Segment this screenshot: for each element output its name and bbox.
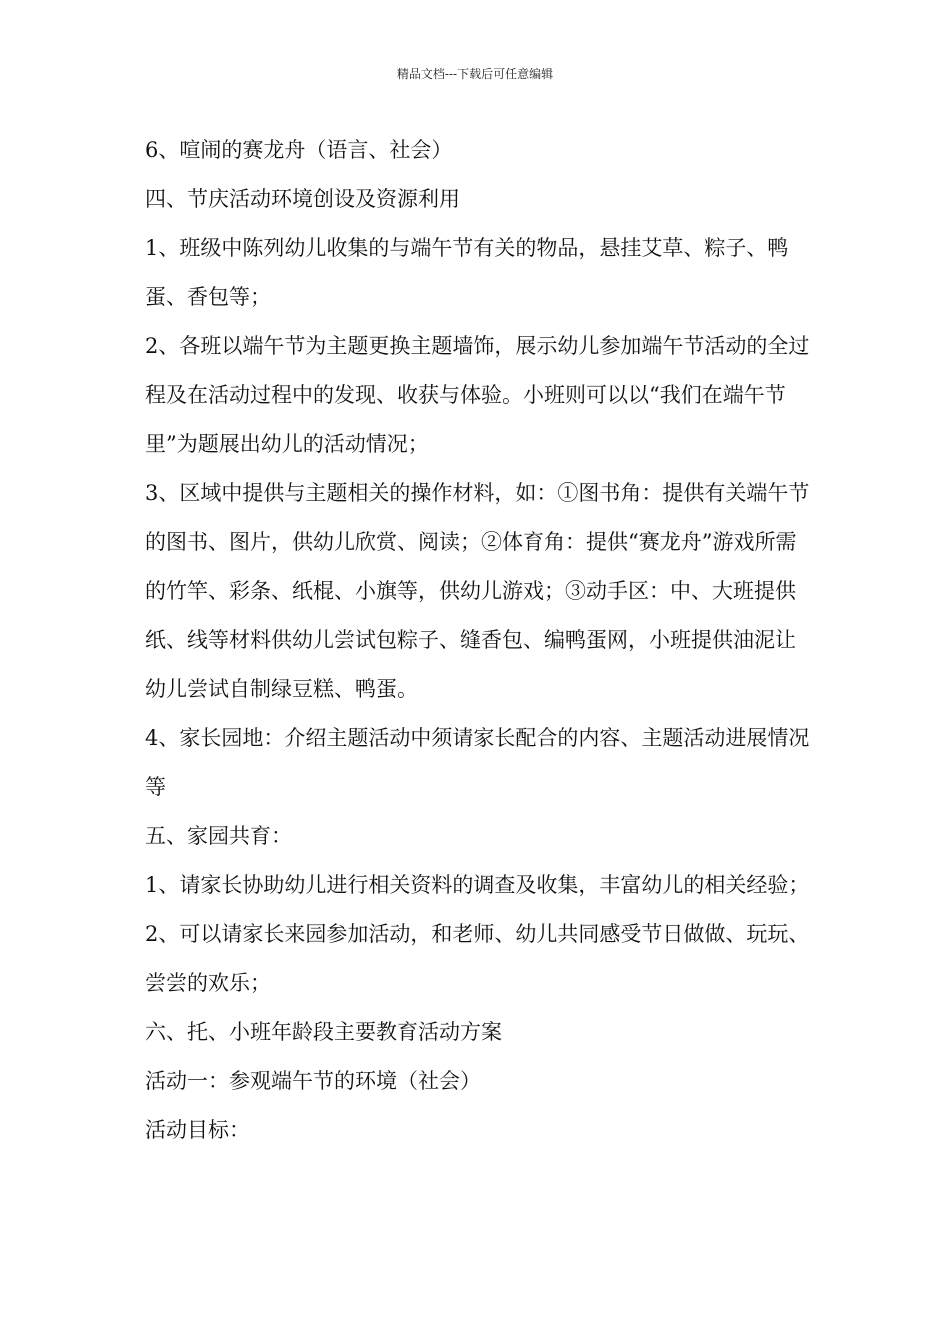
paragraph-parent-visit: 2、可以请家长来园参加活动，和老师、幼儿共同感受节日做做、玩玩、尝尝的欢乐； [145, 922, 810, 995]
paragraph-area-materials: 3、区域中提供与主题相关的操作材料，如：①图书角：提供有关端午节的图书、图片，供幼儿欣赏、阅读；②体育角：提供“赛龙舟”游戏所需的竹竿、彩条、纸棍、小旗等，供幼儿游戏；③动手区：中、大班提供纸、线等材料供幼儿尝试包粽子、缝香包、编鸭蛋网，小班提供油泥让幼儿尝试自制绿豆糕、鸭蛋。 [145, 481, 810, 701]
page-header: 精品文档---下载后可任意编辑 [396, 67, 554, 81]
activity-one-title: 活动一：参观端午节的环境（社会） [145, 1069, 481, 1093]
section-heading-environment: 四、节庆活动环境创设及资源利用 [145, 187, 460, 211]
paragraph-activity-6: 6、喧闹的赛龙舟（语言、社会） [145, 138, 453, 162]
paragraph-theme-wall: 2、各班以端午节为主题更换主题墙饰，展示幼儿参加端午节活动的全过程及在活动过程中的发现、收获与体验。小班则可以以“我们在端午节里”为题展出幼儿的活动情况； [145, 334, 810, 456]
document-body [145, 126, 813, 1155]
paragraph-class-display: 1、班级中陈列幼儿收集的与端午节有关的物品，悬挂艾草、粽子、鸭蛋、香包等； [145, 236, 789, 309]
section-heading-home-school: 五、家园共育： [145, 824, 292, 848]
activity-goals-label: 活动目标： [145, 1118, 250, 1142]
paragraph-parent-garden: 4、家长园地：介绍主题活动中须请家长配合的内容、主题活动进展情况等 [145, 726, 810, 799]
paragraph-parent-assist: 1、请家长协助幼儿进行相关资料的调查及收集，丰富幼儿的相关经验； [145, 873, 810, 897]
section-heading-activity-plans: 六、托、小班年龄段主要教育活动方案 [145, 1020, 502, 1044]
